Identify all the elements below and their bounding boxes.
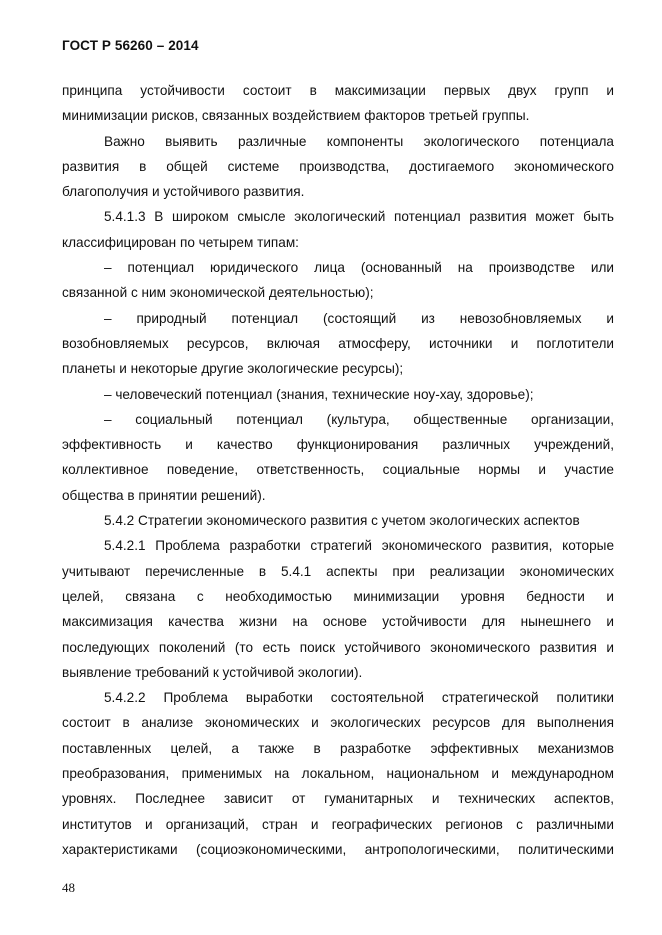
text-line: благополучия и устойчивого развития. bbox=[62, 184, 305, 200]
text-line: последующих поколений (то есть поиск устойчивого экономического развития и bbox=[62, 639, 614, 655]
text-line: поставленных целей, а также в разработке эффективных механизмов bbox=[62, 740, 614, 756]
text-line: общества в принятии решений). bbox=[62, 487, 266, 503]
text-line: планеты и некоторые другие экологические ресурсы); bbox=[62, 361, 404, 377]
text-line: классифицирован по четырем типам: bbox=[62, 234, 299, 250]
text-line: преобразования, применимых на локальном, национальном и международном bbox=[62, 766, 614, 782]
text-line: минимизации рисков, связанных воздействием факторов третьей группы. bbox=[62, 108, 530, 124]
text-line: 5.4.2.2 Проблема выработки состоятельной стратегической политики bbox=[104, 690, 614, 706]
text-line: коллективное поведение, ответственность, социальные нормы и участие bbox=[62, 462, 614, 478]
text-line: принципа устойчивости состоит в максимизации первых двух групп и bbox=[62, 83, 614, 98]
text-line: максимизация качества жизни на основе устойчивости для нынешнего и bbox=[62, 614, 614, 630]
text-line: 5.4.2.1 Проблема разработки стратегий экономического развития, которые bbox=[104, 538, 614, 554]
text-line: эффективность и качество функционирования различных учреждений, bbox=[62, 437, 614, 453]
page-number: 48 bbox=[62, 880, 75, 895]
document-body bbox=[62, 78, 614, 862]
document-header: ГОСТ Р 56260 – 2014 bbox=[62, 38, 199, 53]
text-line: целей, связана с необходимостью минимизации уровня бедности и bbox=[62, 588, 614, 604]
text-line: 5.4.2 Стратегии экономического развития с учетом экологических аспектов bbox=[104, 513, 580, 529]
text-line: – потенциал юридического лица (основанный на производстве или bbox=[104, 260, 614, 276]
text-line: 5.4.1.3 В широком смысле экологический потенциал развития может быть bbox=[104, 209, 614, 225]
text-line: Важно выявить различные компоненты экологического потенциала bbox=[104, 133, 614, 149]
text-line: уровнях. Последнее зависит от гуманитарных и технических аспектов, bbox=[62, 791, 614, 807]
text-line: связанной с ним экономической деятельностью); bbox=[62, 285, 374, 301]
text-line: – социальный потенциал (культура, общественные организации, bbox=[104, 411, 614, 427]
text-line: развития в общей системе производства, достигаемого экономического bbox=[62, 158, 614, 174]
text-line: выявление требований к устойчивой экологии). bbox=[62, 664, 363, 680]
text-line: – человеческий потенциал (знания, технические ноу-хау, здоровье); bbox=[104, 386, 534, 402]
text-line: возобновляемых ресурсов, включая атмосферу, источники и поглотители bbox=[62, 335, 614, 351]
text-line: институтов и организаций, стран и географических регионов с различными bbox=[62, 816, 614, 832]
text-line: учитывают перечисленные в 5.4.1 аспекты при реализации экономических bbox=[62, 563, 614, 579]
text-line: – природный потенциал (состоящий из невозобновляемых и bbox=[104, 310, 614, 326]
text-line: характеристиками (социоэкономическими, антропологическими, политическими bbox=[62, 841, 614, 857]
text-line: состоит в анализе экономических и экологических ресурсов для выполнения bbox=[62, 715, 614, 731]
